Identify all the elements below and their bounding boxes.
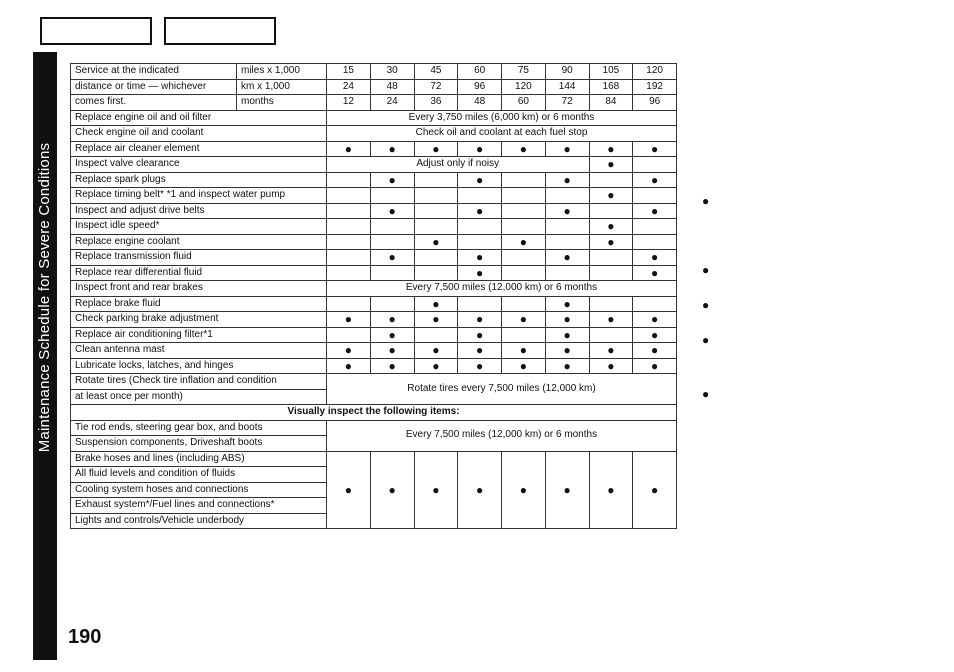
empty-cell bbox=[370, 265, 414, 281]
service-bullet: ● bbox=[589, 141, 633, 157]
page-number: 190 bbox=[68, 626, 102, 648]
schedule-row bbox=[71, 110, 677, 126]
service-bullet: ● bbox=[414, 141, 458, 157]
item-label: at least once per month) bbox=[71, 389, 327, 405]
service-bullet: ● bbox=[545, 312, 589, 328]
header-value: 192 bbox=[633, 79, 677, 95]
empty-cell bbox=[458, 219, 502, 235]
item-label: Replace timing belt* *1 and inspect water pump bbox=[71, 188, 327, 204]
empty-cell bbox=[370, 234, 414, 250]
service-bullet: ● bbox=[633, 358, 677, 374]
service-bullet: ● bbox=[327, 358, 371, 374]
service-bullet: ● bbox=[589, 358, 633, 374]
header-tab-left bbox=[40, 17, 152, 45]
empty-cell bbox=[327, 250, 371, 266]
header-value: 48 bbox=[458, 95, 502, 111]
item-note: Every 3,750 miles (6,000 km) or 6 months bbox=[327, 110, 677, 126]
empty-cell bbox=[545, 219, 589, 235]
item-label: Lubricate locks, latches, and hinges bbox=[71, 358, 327, 374]
header-label: distance or time — whichever bbox=[71, 79, 237, 95]
empty-cell bbox=[545, 234, 589, 250]
header-value: 168 bbox=[589, 79, 633, 95]
schedule-row bbox=[71, 265, 677, 281]
header-value: 60 bbox=[458, 64, 502, 80]
service-bullet: ● bbox=[633, 265, 677, 281]
schedule-row bbox=[71, 203, 677, 219]
service-bullet: ● bbox=[458, 265, 502, 281]
service-bullet: ● bbox=[414, 451, 458, 529]
service-bullet: ● bbox=[458, 343, 502, 359]
item-label: Replace transmission fluid bbox=[71, 250, 327, 266]
schedule-row bbox=[71, 157, 677, 173]
empty-cell bbox=[327, 188, 371, 204]
empty-cell bbox=[589, 327, 633, 343]
header-value: 12 bbox=[327, 95, 371, 111]
header-value: 120 bbox=[502, 79, 546, 95]
item-label: Tie rod ends, steering gear box, and boots bbox=[71, 420, 327, 436]
service-bullet: ● bbox=[458, 250, 502, 266]
empty-cell bbox=[370, 296, 414, 312]
header-value: 75 bbox=[502, 64, 546, 80]
service-bullet: ● bbox=[414, 234, 458, 250]
side-bullet: ● bbox=[702, 298, 710, 312]
service-bullet: ● bbox=[458, 172, 502, 188]
item-label: Brake hoses and lines (including ABS) bbox=[71, 451, 327, 467]
schedule-row bbox=[71, 219, 677, 235]
header-row bbox=[71, 64, 677, 80]
item-note: Adjust only if noisy bbox=[327, 157, 590, 173]
service-bullet: ● bbox=[545, 451, 589, 529]
empty-cell bbox=[458, 188, 502, 204]
schedule-row bbox=[71, 234, 677, 250]
service-bullet: ● bbox=[414, 312, 458, 328]
header-unit: km x 1,000 bbox=[237, 79, 327, 95]
empty-cell bbox=[589, 250, 633, 266]
empty-cell bbox=[370, 188, 414, 204]
item-note: Rotate tires every 7,500 miles (12,000 km) bbox=[327, 374, 677, 405]
schedule-row bbox=[71, 420, 677, 436]
service-bullet: ● bbox=[502, 451, 546, 529]
header-value: 72 bbox=[545, 95, 589, 111]
empty-cell bbox=[370, 219, 414, 235]
service-bullet: ● bbox=[458, 141, 502, 157]
service-bullet: ● bbox=[545, 296, 589, 312]
item-label: Replace spark plugs bbox=[71, 172, 327, 188]
empty-cell bbox=[414, 203, 458, 219]
header-tab-right bbox=[164, 17, 276, 45]
schedule-row bbox=[71, 343, 677, 359]
item-label: Replace brake fluid bbox=[71, 296, 327, 312]
service-bullet: ● bbox=[458, 203, 502, 219]
header-value: 105 bbox=[589, 64, 633, 80]
service-bullet: ● bbox=[633, 172, 677, 188]
service-bullet: ● bbox=[589, 188, 633, 204]
section-heading: Visually inspect the following items: bbox=[71, 405, 677, 421]
header-row bbox=[71, 95, 677, 111]
service-bullet: ● bbox=[545, 358, 589, 374]
empty-cell bbox=[414, 172, 458, 188]
header-value: 120 bbox=[633, 64, 677, 80]
empty-cell bbox=[589, 265, 633, 281]
sidebar-title-wrap bbox=[33, 52, 57, 542]
service-bullet: ● bbox=[370, 451, 414, 529]
empty-cell bbox=[502, 265, 546, 281]
maintenance-schedule-table bbox=[70, 63, 677, 529]
service-bullet: ● bbox=[414, 358, 458, 374]
section-row bbox=[71, 405, 677, 421]
empty-cell bbox=[502, 203, 546, 219]
service-bullet: ● bbox=[502, 141, 546, 157]
empty-cell bbox=[502, 327, 546, 343]
service-bullet: ● bbox=[545, 203, 589, 219]
item-label: Inspect front and rear brakes bbox=[71, 281, 327, 297]
header-value: 84 bbox=[589, 95, 633, 111]
empty-cell bbox=[414, 188, 458, 204]
item-label: Inspect and adjust drive belts bbox=[71, 203, 327, 219]
header-value: 96 bbox=[633, 95, 677, 111]
header-value: 36 bbox=[414, 95, 458, 111]
empty-cell bbox=[502, 296, 546, 312]
header-row bbox=[71, 79, 677, 95]
empty-cell bbox=[458, 296, 502, 312]
service-bullet: ● bbox=[589, 219, 633, 235]
service-bullet: ● bbox=[502, 358, 546, 374]
schedule-row bbox=[71, 172, 677, 188]
header-value: 96 bbox=[458, 79, 502, 95]
service-bullet: ● bbox=[370, 327, 414, 343]
schedule-row bbox=[71, 312, 677, 328]
service-bullet: ● bbox=[370, 343, 414, 359]
header-unit: miles x 1,000 bbox=[237, 64, 327, 80]
service-bullet: ● bbox=[502, 343, 546, 359]
sidebar-title: Maintenance Schedule for Severe Conditions bbox=[36, 142, 54, 452]
schedule-row bbox=[71, 296, 677, 312]
service-bullet: ● bbox=[589, 157, 633, 173]
schedule-row bbox=[71, 141, 677, 157]
item-label: Inspect idle speed* bbox=[71, 219, 327, 235]
item-label: Replace engine coolant bbox=[71, 234, 327, 250]
empty-cell bbox=[327, 219, 371, 235]
service-bullet: ● bbox=[370, 312, 414, 328]
schedule-row bbox=[71, 374, 677, 390]
service-bullet: ● bbox=[633, 451, 677, 529]
item-label: Replace engine oil and oil filter bbox=[71, 110, 327, 126]
item-label: Check parking brake adjustment bbox=[71, 312, 327, 328]
service-bullet: ● bbox=[458, 451, 502, 529]
service-bullet: ● bbox=[502, 312, 546, 328]
item-note: Every 7,500 miles (12,000 km) or 6 months bbox=[327, 281, 677, 297]
empty-cell bbox=[633, 157, 677, 173]
service-bullet: ● bbox=[633, 312, 677, 328]
service-bullet: ● bbox=[502, 234, 546, 250]
item-label: Exhaust system*/Fuel lines and connections* bbox=[71, 498, 327, 514]
service-bullet: ● bbox=[370, 203, 414, 219]
header-value: 15 bbox=[327, 64, 371, 80]
service-bullet: ● bbox=[633, 203, 677, 219]
service-bullet: ● bbox=[633, 327, 677, 343]
header-label: comes first. bbox=[71, 95, 237, 111]
service-bullet: ● bbox=[545, 141, 589, 157]
empty-cell bbox=[414, 265, 458, 281]
schedule-row bbox=[71, 126, 677, 142]
empty-cell bbox=[502, 188, 546, 204]
empty-cell bbox=[502, 219, 546, 235]
empty-cell bbox=[327, 296, 371, 312]
service-bullet: ● bbox=[327, 451, 371, 529]
item-label: Replace air cleaner element bbox=[71, 141, 327, 157]
service-bullet: ● bbox=[458, 327, 502, 343]
empty-cell bbox=[589, 203, 633, 219]
empty-cell bbox=[414, 219, 458, 235]
item-label: Clean antenna mast bbox=[71, 343, 327, 359]
service-bullet: ● bbox=[414, 296, 458, 312]
service-bullet: ● bbox=[327, 343, 371, 359]
side-bullet: ● bbox=[702, 263, 710, 277]
header-value: 24 bbox=[370, 95, 414, 111]
service-bullet: ● bbox=[545, 172, 589, 188]
empty-cell bbox=[502, 250, 546, 266]
service-bullet: ● bbox=[633, 343, 677, 359]
header-value: 90 bbox=[545, 64, 589, 80]
item-label: Replace air conditioning filter*1 bbox=[71, 327, 327, 343]
service-bullet: ● bbox=[589, 451, 633, 529]
empty-cell bbox=[633, 188, 677, 204]
empty-cell bbox=[327, 265, 371, 281]
header-value: 24 bbox=[327, 79, 371, 95]
empty-cell bbox=[327, 234, 371, 250]
empty-cell bbox=[545, 188, 589, 204]
side-bullet: ● bbox=[702, 387, 710, 401]
header-value: 72 bbox=[414, 79, 458, 95]
item-label: Lights and controls/Vehicle underbody bbox=[71, 513, 327, 529]
item-note: Check oil and coolant at each fuel stop bbox=[327, 126, 677, 142]
side-bullet: ● bbox=[702, 194, 710, 208]
schedule-row bbox=[71, 188, 677, 204]
empty-cell bbox=[414, 327, 458, 343]
empty-cell bbox=[633, 296, 677, 312]
service-bullet: ● bbox=[589, 343, 633, 359]
empty-cell bbox=[327, 203, 371, 219]
empty-cell bbox=[633, 219, 677, 235]
item-label: Replace rear differential fluid bbox=[71, 265, 327, 281]
service-bullet: ● bbox=[589, 312, 633, 328]
header-unit: months bbox=[237, 95, 327, 111]
header-value: 30 bbox=[370, 64, 414, 80]
service-bullet: ● bbox=[545, 327, 589, 343]
schedule-row bbox=[71, 250, 677, 266]
item-label: Cooling system hoses and connections bbox=[71, 482, 327, 498]
empty-cell bbox=[502, 172, 546, 188]
empty-cell bbox=[458, 234, 502, 250]
schedule-row bbox=[71, 281, 677, 297]
header-value: 45 bbox=[414, 64, 458, 80]
schedule-row bbox=[71, 451, 677, 467]
header-value: 144 bbox=[545, 79, 589, 95]
service-bullet: ● bbox=[370, 172, 414, 188]
schedule-body bbox=[71, 64, 677, 529]
service-bullet: ● bbox=[545, 343, 589, 359]
service-bullet: ● bbox=[414, 343, 458, 359]
service-bullet: ● bbox=[370, 250, 414, 266]
empty-cell bbox=[589, 296, 633, 312]
empty-cell bbox=[327, 327, 371, 343]
header-value: 48 bbox=[370, 79, 414, 95]
service-bullet: ● bbox=[458, 358, 502, 374]
schedule-row bbox=[71, 327, 677, 343]
empty-cell bbox=[327, 172, 371, 188]
service-bullet: ● bbox=[370, 358, 414, 374]
service-bullet: ● bbox=[327, 141, 371, 157]
item-label: Check engine oil and coolant bbox=[71, 126, 327, 142]
header-value: 60 bbox=[502, 95, 546, 111]
service-bullet: ● bbox=[633, 250, 677, 266]
service-bullet: ● bbox=[327, 312, 371, 328]
item-note: Every 7,500 miles (12,000 km) or 6 months bbox=[327, 420, 677, 451]
item-label: All fluid levels and condition of fluids bbox=[71, 467, 327, 483]
item-label: Suspension components, Driveshaft boots bbox=[71, 436, 327, 452]
service-bullet: ● bbox=[370, 141, 414, 157]
side-bullet: ● bbox=[702, 333, 710, 347]
header-label: Service at the indicated bbox=[71, 64, 237, 80]
item-label: Inspect valve clearance bbox=[71, 157, 327, 173]
empty-cell bbox=[414, 250, 458, 266]
service-bullet: ● bbox=[458, 312, 502, 328]
service-bullet: ● bbox=[545, 250, 589, 266]
schedule-row bbox=[71, 358, 677, 374]
item-label: Rotate tires (Check tire inflation and condition bbox=[71, 374, 327, 390]
empty-cell bbox=[633, 234, 677, 250]
service-bullet: ● bbox=[589, 234, 633, 250]
service-bullet: ● bbox=[633, 141, 677, 157]
empty-cell bbox=[589, 172, 633, 188]
empty-cell bbox=[545, 265, 589, 281]
